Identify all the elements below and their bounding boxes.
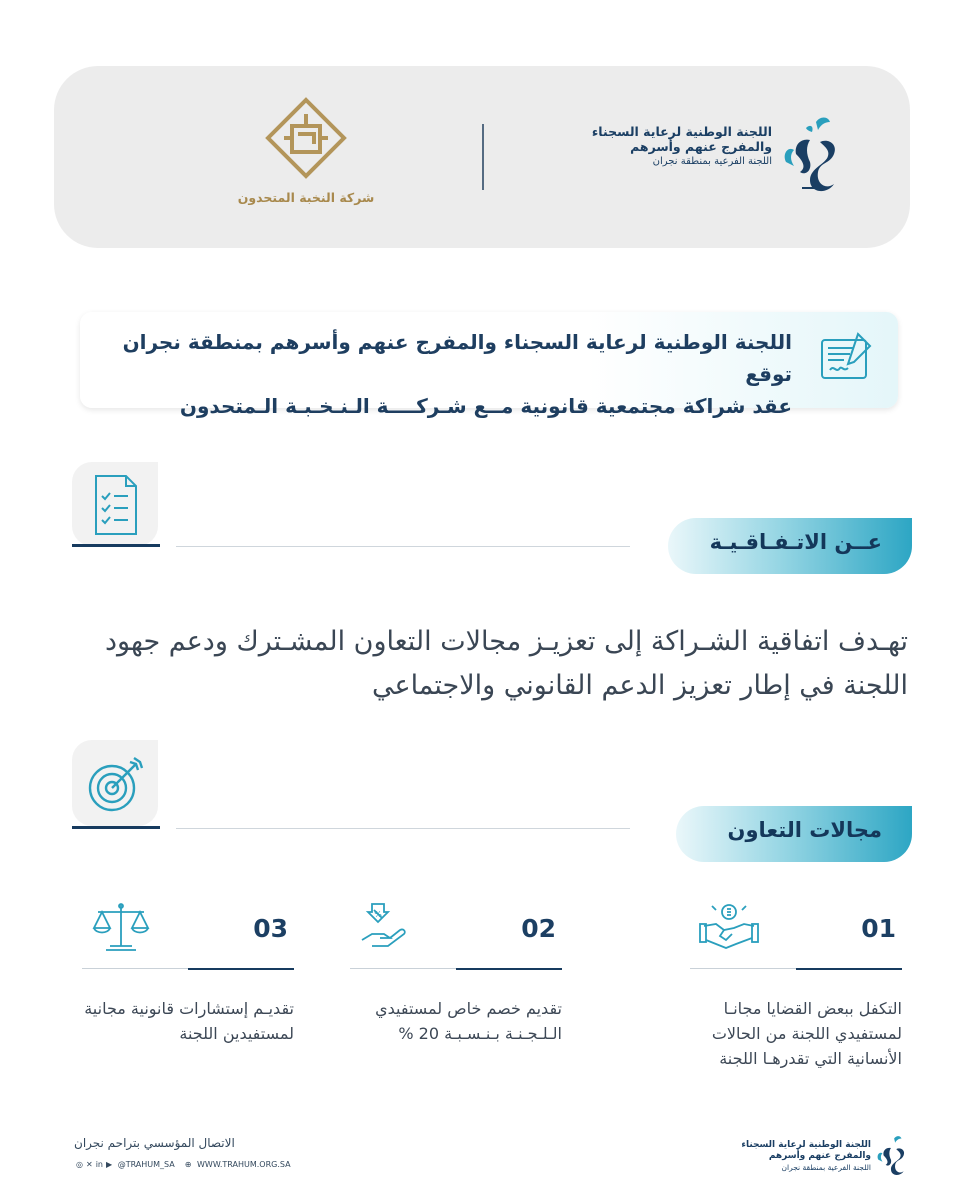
about-divider-line	[176, 546, 630, 547]
about-description: تهـدف اتفاقية الشـراكة إلى تعزيـز مجالات التعاون المشـترك ودعم جهود اللجنة في إطار تعزيز الدعم القانوني والاجتماعي	[105, 626, 908, 701]
page-title	[102, 326, 792, 422]
field-item-01	[690, 900, 902, 1100]
footer-emblem-icon	[873, 1132, 911, 1182]
field-underline-light	[350, 968, 456, 969]
checklist-document-icon	[72, 462, 158, 546]
committee-logo-line1: اللجنة الوطنية لرعاية السجناء	[591, 124, 772, 139]
field-underline-light	[82, 968, 188, 969]
svg-text:%: %	[374, 910, 382, 919]
company-emblem-icon	[264, 96, 348, 182]
field-underline-dark	[456, 968, 562, 970]
fields-divider-line	[176, 828, 630, 829]
footer-logo-line1: اللجنة الوطنية لرعاية السجناء	[741, 1140, 871, 1150]
social-handle: @TRAHUM_SA	[117, 1160, 175, 1169]
footer-logo-line2: والمفرج عنهم وأسرهم	[768, 1151, 871, 1161]
discount-hand-icon	[358, 900, 420, 954]
field-item-03	[82, 900, 294, 1100]
document-icon-box	[72, 462, 158, 546]
instagram-icon: ◎	[76, 1160, 83, 1169]
committee-logo-text	[592, 124, 772, 169]
about-heading: عــن الاتـفـاقـيـة	[709, 530, 882, 554]
header-divider	[482, 124, 484, 190]
scales-icon	[90, 900, 152, 954]
company-logo	[226, 96, 386, 226]
footer-website[interactable]	[185, 1160, 291, 1169]
about-icon-underline	[72, 544, 160, 547]
committee-logo-line2: والمفرج عنهم وأسرهم	[630, 139, 772, 154]
committee-logo	[568, 110, 848, 210]
fields-heading: مجالات التعاون	[727, 818, 882, 842]
linkedin-icon: in	[95, 1160, 103, 1169]
footer-logo-line3: اللجنة الفرعية بمنطقة نجران	[781, 1163, 871, 1172]
title-banner	[80, 312, 898, 418]
page-title-line1: اللجنة الوطنية لرعاية السجناء والمفرج عنهم وأسرهم بمنطقة نجران توقع	[122, 330, 792, 386]
field-underline-light	[690, 968, 796, 969]
field-description: تقديم خصم خاص لمستفيدي الـلـجـنـة بـنـسـبـة 20 %	[375, 999, 562, 1043]
footer-logo	[741, 1132, 911, 1186]
committee-logo-line3: اللجنة الفرعية بمنطقة نجران	[652, 156, 772, 167]
handshake-icon	[698, 900, 760, 954]
footer-social[interactable]	[76, 1160, 175, 1169]
website-url: WWW.TRAHUM.ORG.SA	[197, 1160, 291, 1169]
target-icon	[72, 740, 158, 826]
field-number: 03	[253, 914, 288, 943]
youtube-icon: ▶	[105, 1160, 113, 1169]
header-card	[54, 66, 910, 248]
footer-tagline: الاتصال المؤسسي بتراحم نجران	[74, 1136, 235, 1150]
page-title-line2: عقد شراكة مجتمعية قانونية مــع شـركــــة الـنـخـبـة الـمتحدون	[179, 394, 792, 418]
fields-icon-underline	[72, 826, 160, 829]
field-underline-dark	[188, 968, 294, 970]
field-number: 02	[521, 914, 556, 943]
field-description: تقديـم إستشارات قانونية مجانية لمستفيدين اللجنة	[84, 999, 294, 1043]
field-description: التكفل ببعض القضايا مجانـا لمستفيدي اللجنة من الحالات الأنسانية التي تقدرهـا اللجنة	[711, 999, 902, 1068]
field-number: 01	[861, 914, 896, 943]
footer-logo-text	[741, 1140, 871, 1173]
target-icon-box	[72, 740, 158, 826]
contract-sign-icon	[814, 326, 878, 390]
about-heading-pill	[668, 518, 912, 574]
field-item-02	[350, 900, 562, 1100]
field-underline-dark	[796, 968, 902, 970]
company-logo-name: شركة النخبة المتحدون	[237, 190, 375, 205]
globe-icon: ⊕	[184, 1160, 192, 1169]
footer-links	[76, 1160, 291, 1169]
fields-heading-pill	[676, 806, 912, 862]
committee-emblem-icon	[776, 114, 848, 200]
x-icon: ✕	[85, 1160, 93, 1169]
